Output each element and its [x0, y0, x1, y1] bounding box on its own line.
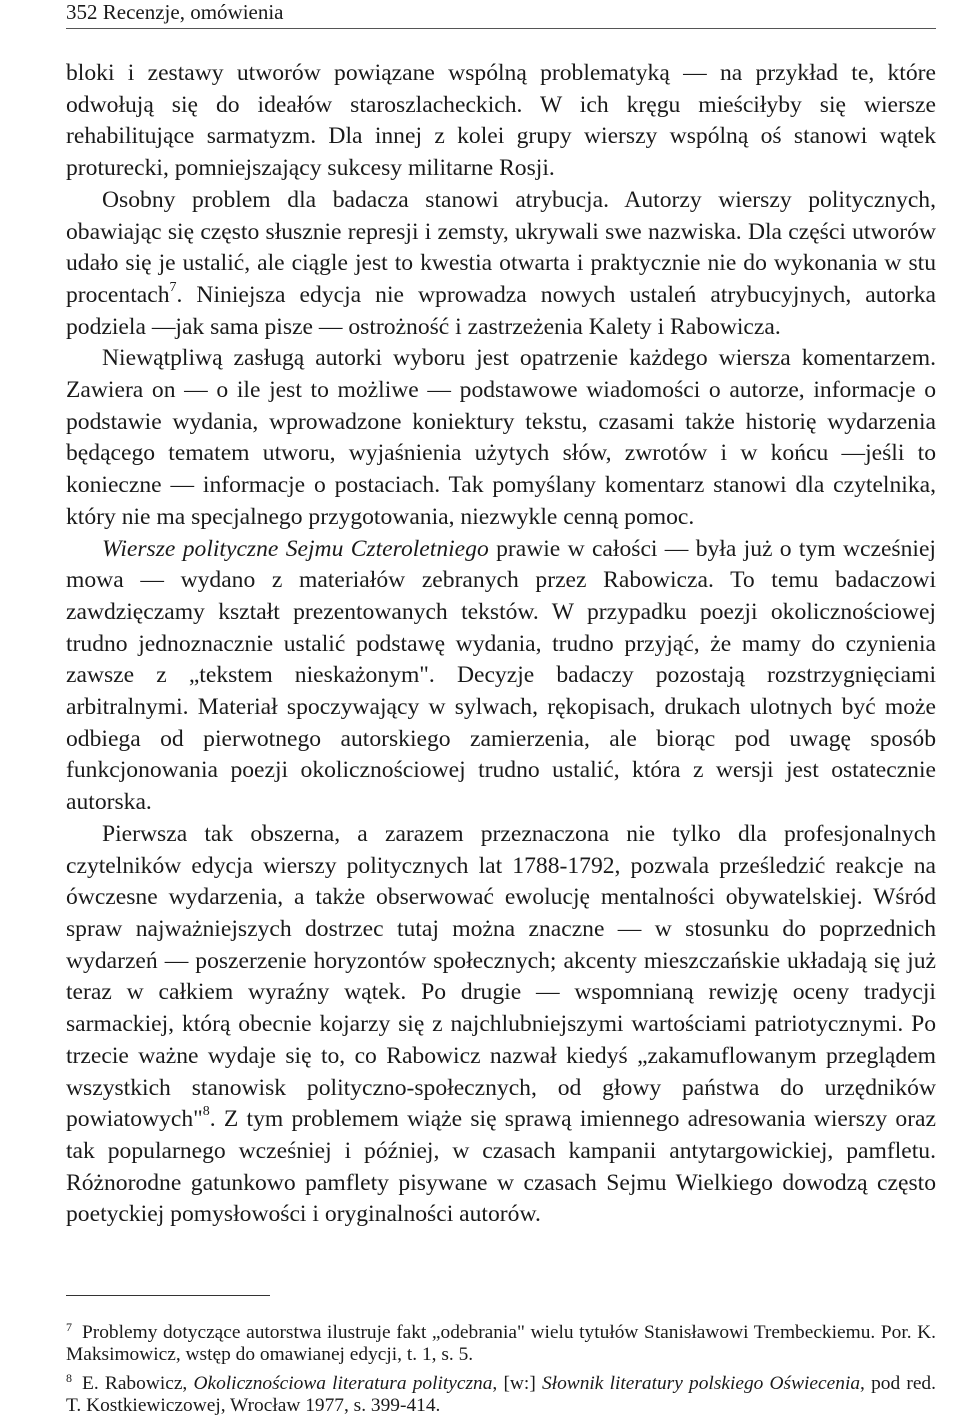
footnote-text-post: , pod red. T. Kostkiewiczowej, Wrocław 1977, s. 399-414.	[66, 1372, 936, 1417]
paragraph-2-text-b: . Niniejsza edycja nie wprowadza nowych ustaleń atrybucyjnych, autorka podziela —jak sama pisze — ostrożność i zastrzeżenia Kalety i Rabowicza.	[66, 281, 936, 340]
paragraph-3	[66, 343, 936, 533]
book-title: Wiersze polityczne Sejmu Czteroletniego	[102, 535, 489, 562]
running-title: Recenzje, omówienia	[102, 0, 284, 24]
footnote-ref-8[interactable]: 8	[202, 1104, 210, 1120]
page-number: 352	[66, 0, 98, 24]
paragraph-3-text: Niewątpliwą zasługą autorki wyboru jest opatrzenie każdego wiersza komentarzem. Zawiera on — o ile jest to możliwe — podstawowe wiadomości o autorze, informacje o podstawie wydania, wprowadzone koniektury tekstu, czasami także historię wydarzenia będącego tematem utworu, wyjaśnienia użytych słów, zwrotów i w końcu —jeśli to konieczne — informacje o postaciach. Tak pomyślany komentarz stanowi dla czytelnika, który nie ma specjalnego przygotowania, niezwykle cenną pomoc.	[66, 345, 936, 530]
paragraph-1	[66, 58, 936, 185]
paragraph-2	[66, 185, 936, 344]
footnote-text: Problemy dotyczące autorstwa ilustruje fakt „odebrania" wielu tytułów Stanisławowi Trembeckiemu. Por. K. Maksimowicz, wstęp do omawianej edycji, t. 1, s. 5.	[66, 1322, 936, 1366]
footnote-mark: 8	[66, 1370, 72, 1385]
paragraph-5	[66, 819, 936, 1231]
footnote-ref-7[interactable]: 7	[169, 279, 177, 295]
footnote-rule	[66, 1295, 270, 1296]
paragraph-5-text-b: . Z tym problemem wiąże się sprawą imiennego adresowania wierszy oraz tak popularnego wcześniej i później, w czasach kampanii antytargowickiej, pamfletu. Różnorodne gatunkowo pamflety pisywane w czasach Sejmu Wielkiego dowodzą często poetyckiej pomysłowości i oryginalności autorów.	[66, 1106, 936, 1228]
main-text	[66, 58, 936, 1231]
footnote-text-pre: E. Rabowicz,	[82, 1372, 194, 1394]
paragraph-1-text: bloki i zestawy utworów powiązane wspólną problematyką — na przykład te, które odwołują się do ideałów staroszlacheckich. W ich kręgu mieściłyby się wiersze rehabilitujące sarmatyzm. Dla innej z kolei grupy wierszy wspólną oś stanowi wątek proturecki, pomniejszający sukcesy militarne Rosji.	[66, 60, 936, 182]
footnote-7	[66, 1316, 936, 1367]
footnote-title-1: Okolicznościowa literatura polityczna	[193, 1372, 493, 1394]
paragraph-4	[66, 534, 936, 819]
footnote-text-mid: , [w:]	[492, 1372, 542, 1394]
paragraph-4-text: prawie w całości — była już o tym wcześniej mowa — wydano z materiałów zebranych przez Rabowicza. To temu badaczowi zawdzięczamy kształt prezentowanych tekstów. W przypadku poezji okolicznościowej trudno jednoznacznie ustalić podstawę wydania, trudno przyjąć, że mamy do czynienia zawsze z „tekstem nieskażonym". Decyzje badaczy pozostają rozstrzygnięciami arbitralnymi. Materiał spoczywający w sylwach, rękopisach, drukach ulotnych być może odbiega od pierwotnego autorskiego zamierzenia, ale biorąc pod uwagę sposób funkcjonowania poezji okolicznościowej trudno ustalić, która z wersji jest ostatecznie autorska.	[66, 535, 936, 816]
paragraph-5-text-a: Pierwsza tak obszerna, a zarazem przeznaczona nie tylko dla profesjonalnych czytelników edycja wierszy politycznych lat 1788-1792, pozwala prześledzić reakcje na ówczesne wydarzenia, a także obserwować ewolucję mentalności obywatelskiej. Wśród spraw najważniejszych dostrzec tutaj można znaczne — w stosunku do poprzednich wydarzeń — poszerzenie horyzontów społecznych; akcenty mieszczańskie układają się już teraz w całkiem wyraźny wątek. Po drugie — wspomnianą rewizję oceny tradycji sarmackiej, którą obecnie kojarzy się z najchlubniejszymi wartościami patriotycznymi. Po trzecie ważne wydaje się to, co Rabowicz nazwał kiedyś „zakamuflowanym przeglądem wszystkich stanowisk polityczno-społecznych, od głowy państwa do urzędników powiatowych"	[66, 820, 936, 1133]
footnote-8	[66, 1367, 936, 1418]
header-rule	[66, 28, 936, 29]
paragraph-2-text-a: Osobny problem dla badacza stanowi atrybucja. Autorzy wierszy politycznych, obawiając się często słusznie represji i zemsty, ukrywali swe nazwiska. Dla części utworów udało się je ustalić, ale ciągle jest to kwestia otwarta i praktycznie nie do wykonania w stu procentach	[66, 186, 936, 308]
footnotes	[66, 1316, 936, 1418]
footnote-title-2: Słownik literatury polskiego Oświecenia	[541, 1372, 861, 1394]
footnote-mark: 7	[66, 1320, 72, 1334]
